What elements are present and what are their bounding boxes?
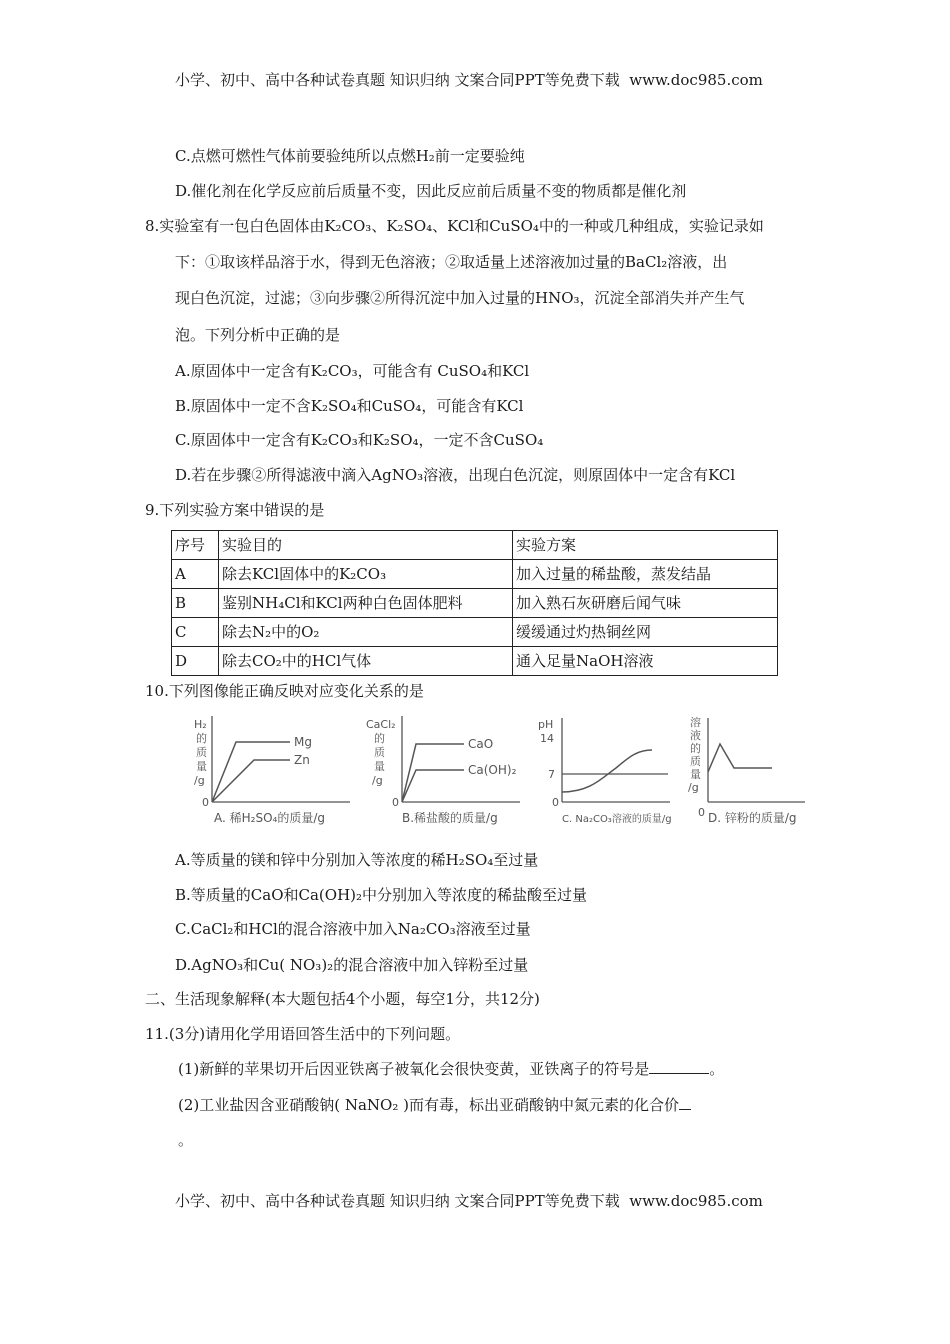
graph-c (538, 718, 672, 825)
q9-stem: 9.下列实验方案中错误的是 (145, 501, 325, 519)
header-site-link[interactable]: www.doc985.com (629, 71, 763, 89)
graph-a-caption: A. 稀H₂SO₄的质量/g (214, 811, 325, 825)
graph-a-ylabel: 量 (196, 760, 207, 773)
answer-blank-2[interactable] (679, 1095, 691, 1110)
graph-b-ylabel: 质 (374, 746, 385, 759)
table-cell: D (172, 647, 219, 676)
graph-d-ylabel: 液 (690, 729, 701, 742)
table-cell: 缓缓通过灼热铜丝网 (513, 618, 778, 647)
graph-d-ylabel: 量 (690, 768, 701, 781)
graph-a-zn-line (212, 760, 290, 802)
graph-b-ylabel: 的 (374, 732, 385, 745)
q8-stem-line: 下：①取该样品溶于水，得到无色溶液；②取适量上述溶液加过量的BaCl₂溶液，出 (175, 253, 728, 271)
q8-stem-line: 8.实验室有一包白色固体由K₂CO₃、K₂SO₄、KCl和CuSO₄中的一种或几种组成，实验记录如 (145, 217, 764, 235)
table-cell: B (172, 589, 219, 618)
table-row (172, 589, 778, 618)
q10-option-d: D.AgNO₃和Cu( NO₃)₂的混合溶液中加入锌粉至过量 (175, 956, 529, 974)
graph-c-curve (562, 750, 652, 792)
graph-c-origin: 0 (552, 796, 559, 809)
table-cell: 加入熟石灰研磨后闻气味 (513, 589, 778, 618)
graph-b-caption: B.稀盐酸的质量/g (402, 811, 498, 825)
q8-stem-line: 现白色沉淀，过滤；③向步骤②所得沉淀中加入过量的HNO₃，沉淀全部消失并产生气 (175, 289, 745, 307)
q8-option-a: A.原固体中一定含有K₂CO₃，可能含有 CuSO₄和KCl (175, 362, 530, 380)
graph-b-ylabel: /g (372, 774, 383, 787)
graph-d-ylabel: /g (688, 781, 699, 794)
table-row (172, 560, 778, 589)
graph-d-caption: D. 锌粉的质量/g (708, 811, 797, 825)
table-cell: 除去KCl固体中的K₂CO₃ (219, 560, 513, 589)
q8-option-c: C.原固体中一定含有K₂CO₃和K₂SO₄，一定不含CuSO₄ (175, 431, 544, 449)
q11-part1-end: 。 (709, 1060, 725, 1078)
graph-b-cao-line (402, 744, 464, 802)
graph-a-ylabel: /g (194, 774, 205, 787)
graph-d-origin: 0 (698, 806, 705, 819)
q10-option-c: C.CaCl₂和HCl的混合溶液中加入Na₂CO₃溶液至过量 (175, 920, 531, 938)
q7-option-d: D.催化剂在化学反应前后质量不变，因此反应前后质量不变的物质都是催化剂 (175, 182, 687, 200)
graph-a (194, 716, 350, 825)
table-header-cell: 实验方案 (513, 531, 778, 560)
graph-c-caption: C. Na₂CO₃溶液的质量/g (562, 814, 672, 825)
graph-a-ylabel: H₂ (194, 718, 207, 731)
graph-a-ylabel: 的 (196, 732, 207, 745)
footer-site-link[interactable]: www.doc985.com (629, 1192, 763, 1210)
q11-part2-end: 。 (178, 1131, 194, 1149)
q8-stem-line: 泡。下列分析中正确的是 (175, 326, 341, 344)
graph-b-origin: 0 (392, 796, 399, 809)
graph-c-ylabel: 14 (540, 732, 554, 745)
q10-graphs (190, 712, 810, 834)
table-header-row (172, 531, 778, 560)
page-header (175, 70, 763, 90)
footer-text: 小学、初中、高中各种试卷真题 知识归纳 文案合同PPT等免费下载 (175, 1192, 620, 1210)
q11-part2 (178, 1095, 691, 1115)
table-row (172, 647, 778, 676)
graph-d-ylabel: 的 (690, 742, 701, 755)
q10-option-a: A.等质量的镁和锌中分别加入等浓度的稀H₂SO₄至过量 (175, 851, 539, 869)
graph-d-curve (708, 744, 772, 772)
graph-b-caoh2-line (402, 770, 464, 802)
q11-part1 (178, 1059, 724, 1079)
graph-b-series-label: CaO (468, 737, 494, 751)
section-title: 二、生活现象解释(本大题包括4个小题，每空1分，共12分) (145, 990, 540, 1008)
page-footer (175, 1191, 763, 1211)
graph-a-mg-line (212, 742, 290, 802)
graph-b-series-label: Ca(OH)₂ (468, 763, 517, 777)
graph-d-ylabel: 质 (690, 755, 701, 768)
table-cell: 除去N₂中的O₂ (219, 618, 513, 647)
table-row (172, 618, 778, 647)
graph-b-ylabel: CaCl₂ (366, 718, 396, 731)
graph-a-ylabel: 质 (196, 746, 207, 759)
header-text: 小学、初中、高中各种试卷真题 知识归纳 文案合同PPT等免费下载 (175, 71, 620, 89)
table-header-cell: 序号 (172, 531, 219, 560)
graph-d-ylabel: 溶 (690, 716, 701, 729)
graph-b-ylabel: 量 (374, 760, 385, 773)
graph-a-origin: 0 (202, 796, 209, 809)
table-cell: 除去CO₂中的HCl气体 (219, 647, 513, 676)
q10-option-b: B.等质量的CaO和Ca(OH)₂中分别加入等浓度的稀盐酸至过量 (175, 886, 588, 904)
q8-option-d: D.若在步骤②所得滤液中滴入AgNO₃溶液，出现白色沉淀，则原固体中一定含有KCl (175, 466, 736, 484)
table-header-cell: 实验目的 (219, 531, 513, 560)
graph-c-ylabel: pH (538, 718, 554, 731)
graph-a-series-label: Mg (294, 735, 312, 749)
answer-blank-1[interactable] (649, 1059, 709, 1074)
graph-b (366, 716, 520, 825)
graph-d (688, 715, 805, 825)
table-cell: 鉴别NH₄Cl和KCl两种白色固体肥料 (219, 589, 513, 618)
q11-part1-text: (1)新鲜的苹果切开后因亚铁离子被氧化会很快变黄，亚铁离子的符号是 (178, 1060, 650, 1078)
q11-stem: 11.(3分)请用化学用语回答生活中的下列问题。 (145, 1025, 461, 1043)
q10-stem: 10.下列图像能正确反映对应变化关系的是 (145, 682, 424, 700)
experiment-table (171, 530, 778, 676)
table-cell: 通入足量NaOH溶液 (513, 647, 778, 676)
q7-option-c: C.点燃可燃性气体前要验纯所以点燃H₂前一定要验纯 (175, 147, 525, 165)
table-cell: A (172, 560, 219, 589)
graph-a-series-label: Zn (294, 753, 310, 767)
q11-part2-text: (2)工业盐因含亚硝酸钠( NaNO₂ )而有毒，标出亚硝酸钠中氮元素的化合价 (178, 1096, 679, 1114)
graph-c-tick-7: 7 (548, 768, 555, 781)
table-cell: 加入过量的稀盐酸，蒸发结晶 (513, 560, 778, 589)
q8-option-b: B.原固体中一定不含K₂SO₄和CuSO₄，可能含有KCl (175, 397, 524, 415)
table-cell: C (172, 618, 219, 647)
